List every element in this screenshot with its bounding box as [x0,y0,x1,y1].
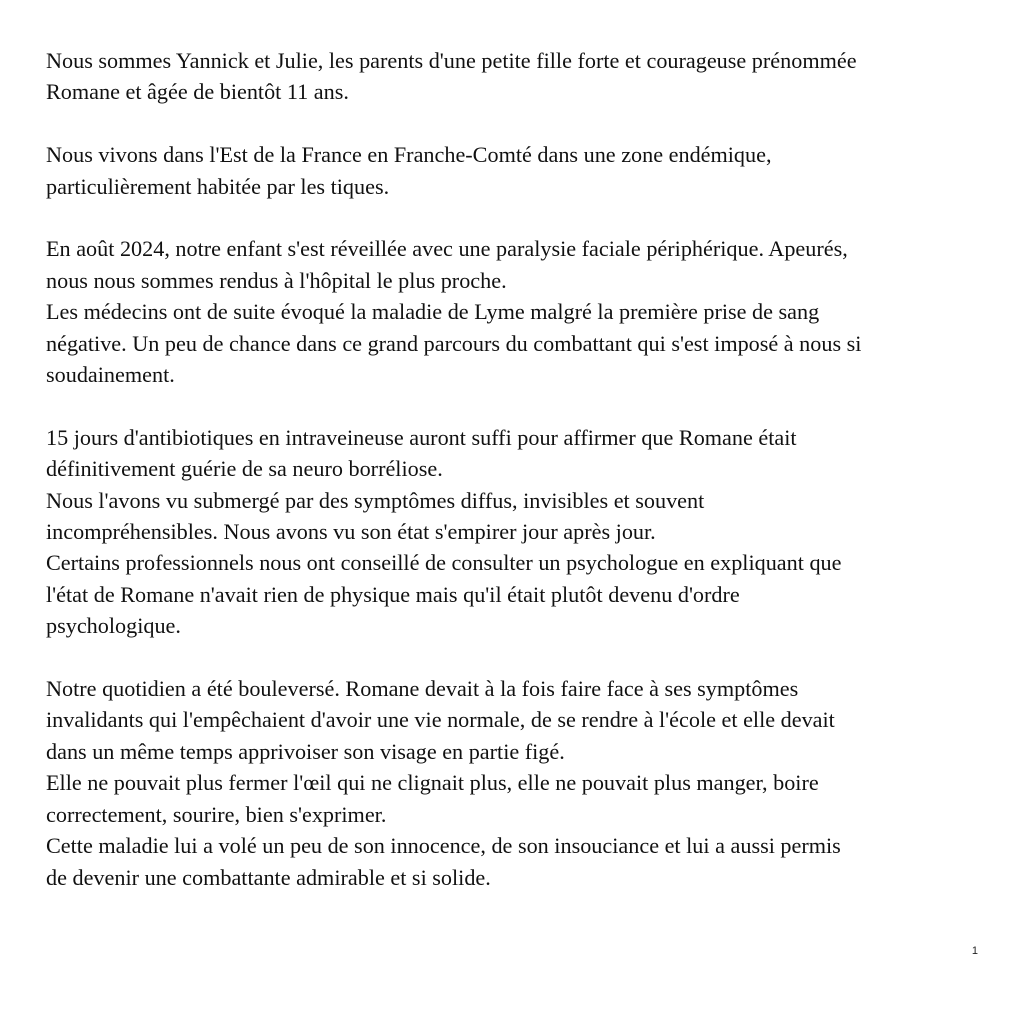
text-line: psychologique. [46,613,181,639]
text-line: incompréhensibles. Nous avons vu son état s'empirer jour après jour. [46,519,656,545]
text-line: dans un même temps apprivoiser son visage en partie figé. [46,738,565,764]
text-line: négative. Un peu de chance dans ce grand parcours du combattant qui s'est imposé à nous si [46,330,862,356]
text-line: de devenir une combattante admirable et si solide. [46,864,491,890]
text-line: particulièrement habitée par les tiques. [46,173,390,199]
text-line: Les médecins ont de suite évoqué la maladie de Lyme malgré la première prise de sang [46,299,820,325]
text-line: soudainement. [46,362,175,388]
text-line: Elle ne pouvait plus fermer l'œil qui ne clignait plus, elle ne pouvait plus manger, boire [46,770,819,796]
paragraph [46,45,986,108]
text-line: Nous l'avons vu submergé par des symptômes diffus, invisibles et souvent [46,487,705,513]
text-line: correctement, sourire, bien s'exprimer. [46,801,387,827]
page-number: 1 [971,945,978,957]
paragraph [46,673,986,893]
text-line: nous nous sommes rendus à l'hôpital le plus proche. [46,267,507,293]
text-line: Notre quotidien a été bouleversé. Romane devait à la fois faire face à ses symptômes [46,676,799,702]
text-line: définitivement guérie de sa neuro borréliose. [46,456,443,482]
text-line: En août 2024, notre enfant s'est réveillée avec une paralysie faciale périphérique. Apeurés, [46,236,848,262]
paragraph [46,422,986,642]
text-line: l'état de Romane n'avait rien de physique mais qu'il était plutôt devenu d'ordre [46,581,740,607]
text-line: 15 jours d'antibiotiques en intraveineuse auront suffi pour affirmer que Romane était [46,424,797,450]
text-line: Cette maladie lui a volé un peu de son innocence, de son insouciance et lui a aussi permis [46,833,841,859]
text-line: invalidants qui l'empêchaient d'avoir une vie normale, de se rendre à l'école et elle devait [46,707,835,733]
paragraph [46,139,986,202]
document-body [46,45,986,924]
text-line: Certains professionnels nous ont conseillé de consulter un psychologue en expliquant que [46,550,842,576]
text-line: Romane et âgée de bientôt 11 ans. [46,79,349,105]
paragraph [46,233,986,390]
text-line: Nous vivons dans l'Est de la France en Franche-Comté dans une zone endémique, [46,142,772,168]
text-line: Nous sommes Yannick et Julie, les parents d'une petite fille forte et courageuse prénommée [46,48,857,73]
